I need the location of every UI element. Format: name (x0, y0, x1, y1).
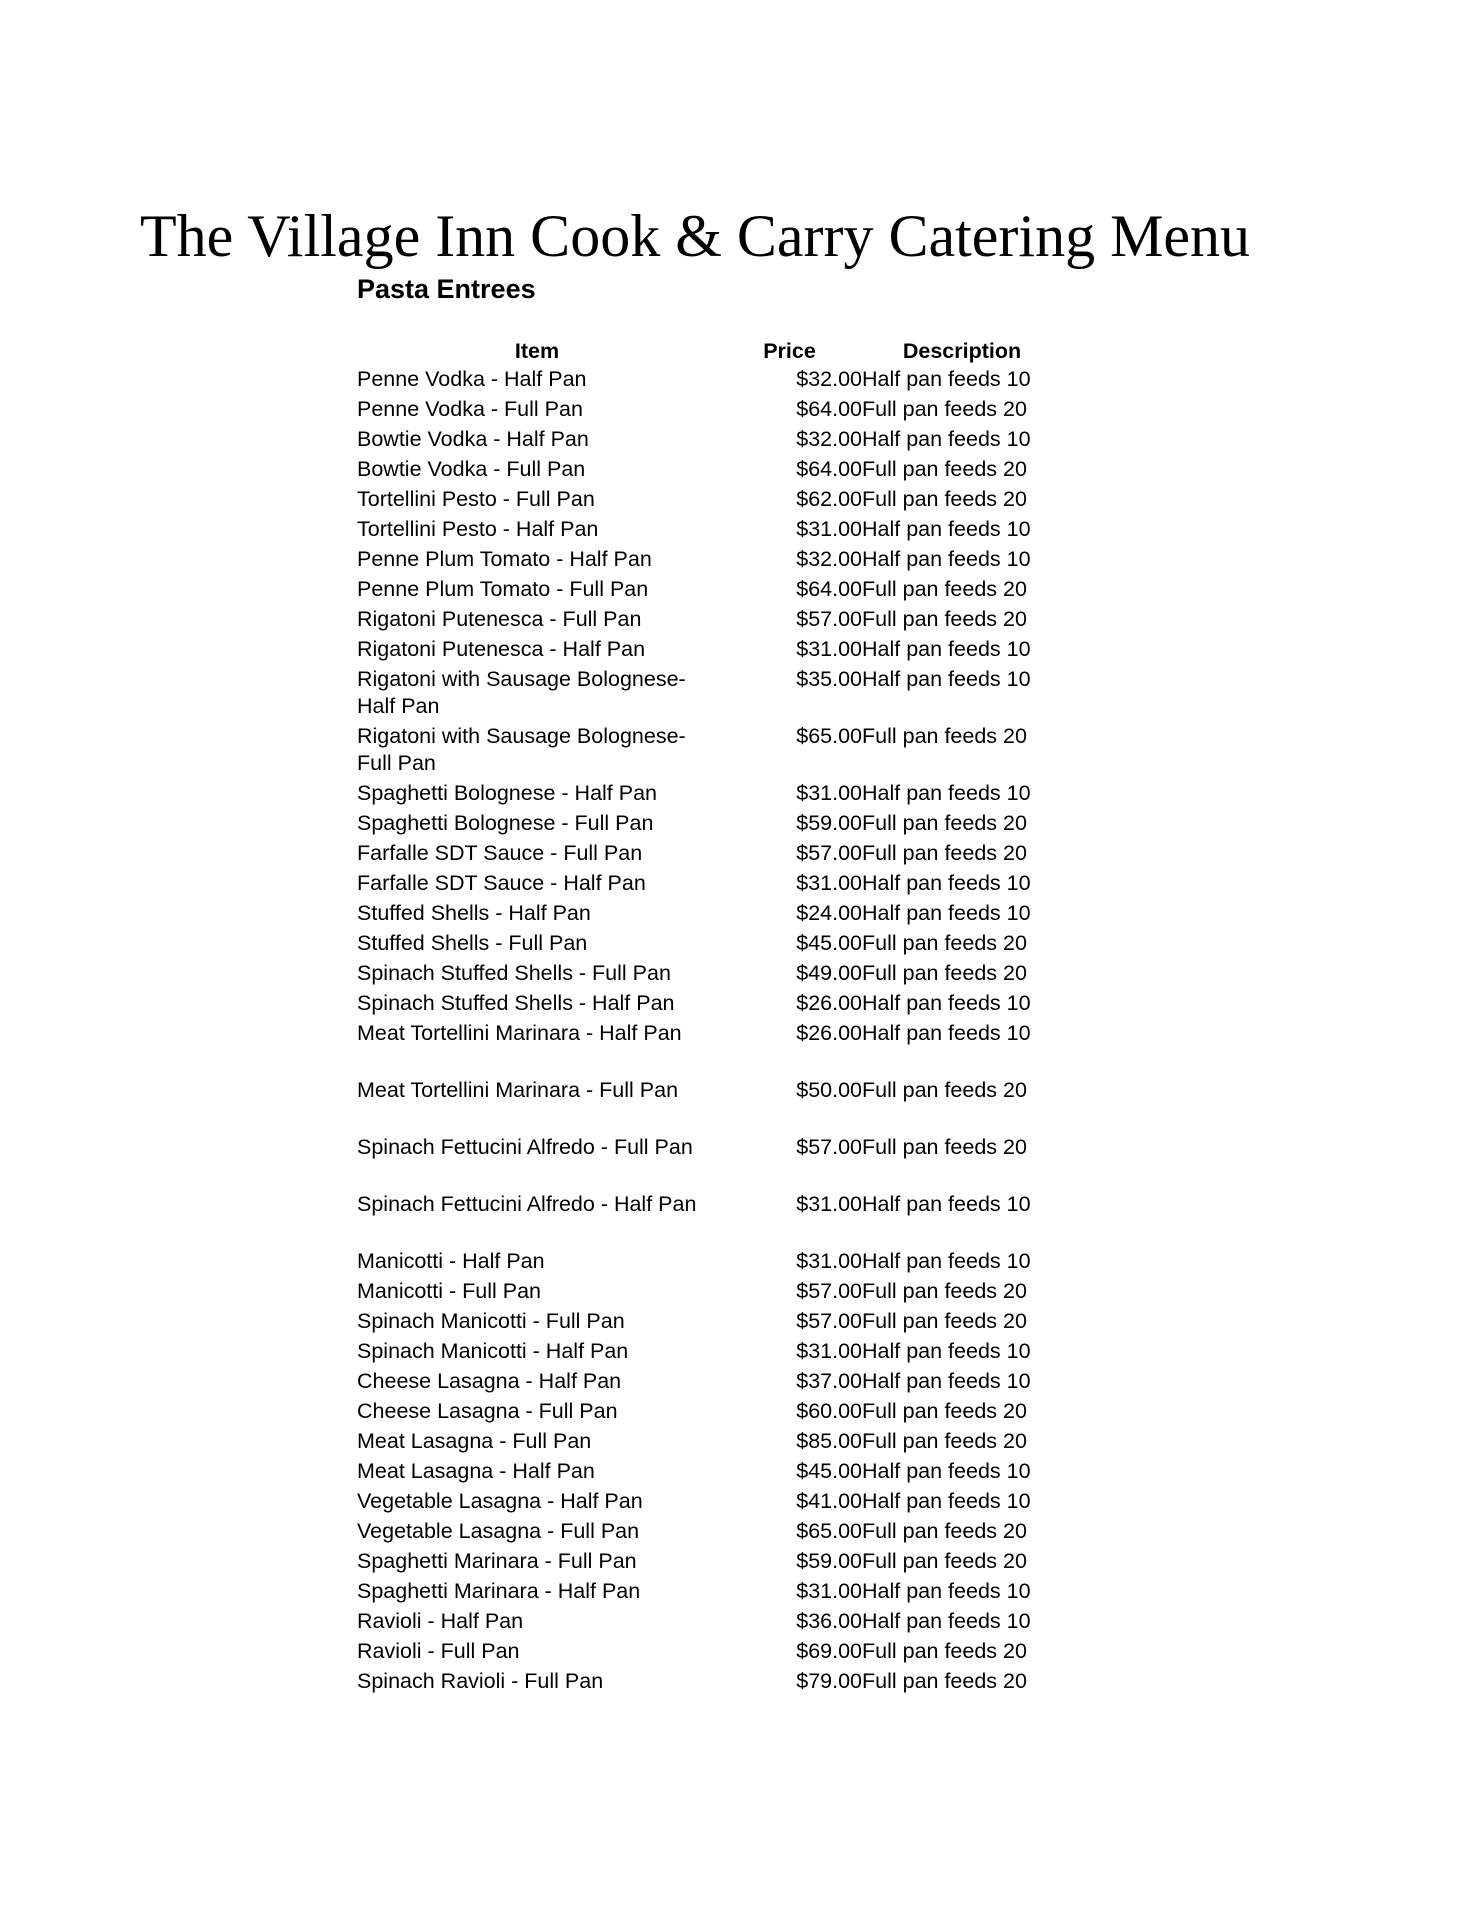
item-name: Bowtie Vodka - Full Pan (357, 457, 586, 481)
item-price: $60.00 (796, 1399, 862, 1423)
item-price: $59.00 (796, 1549, 862, 1573)
item-price: $36.00 (796, 1609, 862, 1633)
item-description: Full pan feeds 20 (862, 1279, 1027, 1303)
table-row (357, 1608, 1062, 1638)
item-name: Spaghetti Marinara - Half Pan (357, 1579, 641, 1603)
item-description: Half pan feeds 10 (862, 871, 1031, 895)
table-row (357, 1308, 1062, 1338)
item-price: $31.00 (796, 517, 862, 541)
item-price: $57.00 (796, 1279, 862, 1303)
item-name: Stuffed Shells - Full Pan (357, 931, 588, 955)
item-price: $65.00 (796, 1519, 862, 1543)
item-name: Rigatoni with Sausage Bolognese-Full Pan (357, 724, 686, 775)
item-price: $26.00 (796, 991, 862, 1015)
table-row (357, 576, 1062, 606)
item-name: Manicotti - Full Pan (357, 1279, 542, 1303)
item-name: Spinach Ravioli - Full Pan (357, 1669, 604, 1693)
item-price: $32.00 (796, 547, 862, 571)
item-description: Full pan feeds 20 (862, 1639, 1027, 1663)
item-price: $24.00 (796, 901, 862, 925)
section-heading: Pasta Entrees (357, 274, 536, 304)
table-row (357, 930, 1062, 960)
table-row (357, 1398, 1062, 1428)
table-row (357, 456, 1062, 486)
item-price: $85.00 (796, 1429, 862, 1453)
item-name: Rigatoni Putenesca - Full Pan (357, 607, 642, 631)
item-name: Penne Plum Tomato - Half Pan (357, 547, 652, 571)
item-description: Half pan feeds 10 (862, 637, 1031, 661)
item-description: Half pan feeds 10 (862, 667, 1031, 691)
item-name: Meat Tortellini Marinara - Full Pan (357, 1078, 679, 1102)
item-price: $32.00 (796, 427, 862, 451)
item-name: Farfalle SDT Sauce - Half Pan (357, 871, 646, 895)
table-row (357, 990, 1062, 1020)
item-name: Cheese Lasagna - Half Pan (357, 1369, 622, 1393)
item-description: Full pan feeds 20 (862, 724, 1027, 748)
table-row (357, 840, 1062, 870)
item-name: Spinach Manicotti - Half Pan (357, 1339, 629, 1363)
item-name: Spaghetti Marinara - Full Pan (357, 1549, 637, 1573)
item-price: $31.00 (796, 1339, 862, 1363)
item-price: $79.00 (796, 1669, 862, 1693)
table-row (357, 960, 1062, 990)
table-row (357, 870, 1062, 900)
table-row (357, 1191, 1062, 1248)
table-row (357, 426, 1062, 456)
item-description: Half pan feeds 10 (862, 1369, 1031, 1393)
item-price: $31.00 (796, 637, 862, 661)
item-price: $45.00 (796, 931, 862, 955)
item-name: Tortellini Pesto - Half Pan (357, 517, 599, 541)
menu-table-body (357, 366, 1062, 1698)
item-description: Full pan feeds 20 (862, 811, 1027, 835)
item-price: $64.00 (796, 457, 862, 481)
table-row (357, 1134, 1062, 1191)
item-price: $57.00 (796, 1135, 862, 1159)
table-row (357, 1338, 1062, 1368)
item-description: Full pan feeds 20 (862, 397, 1027, 421)
item-name: Rigatoni Putenesca - Half Pan (357, 637, 646, 661)
item-name: Tortellini Pesto - Full Pan (357, 487, 595, 511)
item-description: Half pan feeds 10 (862, 1249, 1031, 1273)
item-price: $45.00 (796, 1459, 862, 1483)
item-price: $32.00 (796, 367, 862, 391)
table-row (357, 486, 1062, 516)
item-description: Full pan feeds 20 (862, 1309, 1027, 1333)
item-price: $64.00 (796, 397, 862, 421)
item-description: Full pan feeds 20 (862, 841, 1027, 865)
item-price: $65.00 (796, 724, 862, 748)
item-name: Spinach Stuffed Shells - Half Pan (357, 991, 675, 1015)
item-price: $49.00 (796, 961, 862, 985)
item-name: Spinach Fettucini Alfredo - Full Pan (357, 1135, 693, 1159)
item-name: Meat Tortellini Marinara - Half Pan (357, 1021, 682, 1045)
item-price: $57.00 (796, 1309, 862, 1333)
item-name: Vegetable Lasagna - Half Pan (357, 1489, 643, 1513)
table-row (357, 810, 1062, 840)
item-description: Full pan feeds 20 (862, 487, 1027, 511)
item-description: Half pan feeds 10 (862, 1609, 1031, 1633)
item-description: Half pan feeds 10 (862, 901, 1031, 925)
table-row (357, 1638, 1062, 1668)
item-name: Spinach Manicotti - Full Pan (357, 1309, 625, 1333)
table-row (357, 516, 1062, 546)
table-row (357, 606, 1062, 636)
table-row (357, 546, 1062, 576)
table-row (357, 1278, 1062, 1308)
item-description: Half pan feeds 10 (862, 427, 1031, 451)
item-description: Full pan feeds 20 (862, 607, 1027, 631)
item-price: $31.00 (796, 1192, 862, 1216)
table-row (357, 1248, 1062, 1278)
item-description: Full pan feeds 20 (862, 961, 1027, 985)
item-price: $26.00 (796, 1021, 862, 1045)
item-name: Spaghetti Bolognese - Half Pan (357, 781, 658, 805)
item-name: Ravioli - Half Pan (357, 1609, 524, 1633)
column-header-price: Price (763, 339, 816, 363)
item-description: Half pan feeds 10 (862, 1339, 1031, 1363)
item-description: Half pan feeds 10 (862, 517, 1031, 541)
item-name: Stuffed Shells - Half Pan (357, 901, 591, 925)
item-description: Full pan feeds 20 (862, 1549, 1027, 1573)
item-name: Vegetable Lasagna - Full Pan (357, 1519, 640, 1543)
table-row (357, 780, 1062, 810)
item-description: Half pan feeds 10 (862, 367, 1031, 391)
item-description: Half pan feeds 10 (862, 1579, 1031, 1603)
item-name: Spinach Fettucini Alfredo - Half Pan (357, 1192, 697, 1216)
item-name: Spaghetti Bolognese - Full Pan (357, 811, 654, 835)
item-price: $31.00 (796, 781, 862, 805)
item-price: $62.00 (796, 487, 862, 511)
item-name: Rigatoni with Sausage Bolognese-Half Pan (357, 667, 686, 718)
table-row (357, 1428, 1062, 1458)
item-name: Meat Lasagna - Full Pan (357, 1429, 592, 1453)
item-description: Half pan feeds 10 (862, 1021, 1031, 1045)
item-description: Half pan feeds 10 (862, 1489, 1031, 1513)
item-description: Full pan feeds 20 (862, 457, 1027, 481)
item-description: Half pan feeds 10 (862, 781, 1031, 805)
item-price: $59.00 (796, 811, 862, 835)
table-row (357, 1368, 1062, 1398)
item-price: $50.00 (796, 1078, 862, 1102)
column-header-description: Description (902, 339, 1022, 363)
table-row (357, 636, 1062, 666)
item-description: Full pan feeds 20 (862, 577, 1027, 601)
item-description: Full pan feeds 20 (862, 1399, 1027, 1423)
table-row (357, 723, 1062, 780)
item-price: $31.00 (796, 871, 862, 895)
item-description: Full pan feeds 20 (862, 1078, 1027, 1102)
item-name: Farfalle SDT Sauce - Full Pan (357, 841, 643, 865)
table-row (357, 1458, 1062, 1488)
item-price: $57.00 (796, 841, 862, 865)
item-name: Penne Vodka - Half Pan (357, 367, 587, 391)
item-description: Full pan feeds 20 (862, 1135, 1027, 1159)
item-price: $57.00 (796, 607, 862, 631)
item-description: Half pan feeds 10 (862, 991, 1031, 1015)
item-price: $69.00 (796, 1639, 862, 1663)
item-description: Half pan feeds 10 (862, 547, 1031, 571)
item-description: Half pan feeds 10 (862, 1459, 1031, 1483)
item-price: $31.00 (796, 1579, 862, 1603)
table-row (357, 1488, 1062, 1518)
table-row (357, 1668, 1062, 1698)
item-price: $64.00 (796, 577, 862, 601)
item-description: Full pan feeds 20 (862, 1519, 1027, 1543)
item-description: Full pan feeds 20 (862, 1669, 1027, 1693)
table-row (357, 396, 1062, 426)
table-row (357, 1578, 1062, 1608)
menu-table (357, 336, 1062, 1698)
item-price: $31.00 (796, 1249, 862, 1273)
item-price: $37.00 (796, 1369, 862, 1393)
table-row (357, 1020, 1062, 1077)
table-row (357, 1077, 1062, 1134)
table-header-row (357, 336, 1062, 366)
page-title: The Village Inn Cook & Carry Catering Menu (140, 203, 1251, 269)
table-row (357, 1518, 1062, 1548)
table-row (357, 366, 1062, 396)
item-description: Full pan feeds 20 (862, 931, 1027, 955)
item-name: Spinach Stuffed Shells - Full Pan (357, 961, 671, 985)
table-row (357, 1548, 1062, 1578)
item-name: Bowtie Vodka - Half Pan (357, 427, 589, 451)
table-row (357, 666, 1062, 723)
column-header-item: Item (514, 339, 560, 363)
item-name: Cheese Lasagna - Full Pan (357, 1399, 618, 1423)
item-description: Full pan feeds 20 (862, 1429, 1027, 1453)
item-description: Half pan feeds 10 (862, 1192, 1031, 1216)
item-name: Manicotti - Half Pan (357, 1249, 545, 1273)
item-name: Meat Lasagna - Half Pan (357, 1459, 595, 1483)
table-row (357, 900, 1062, 930)
item-name: Ravioli - Full Pan (357, 1639, 520, 1663)
item-price: $41.00 (796, 1489, 862, 1513)
item-price: $35.00 (796, 667, 862, 691)
item-name: Penne Vodka - Full Pan (357, 397, 583, 421)
item-name: Penne Plum Tomato - Full Pan (357, 577, 649, 601)
